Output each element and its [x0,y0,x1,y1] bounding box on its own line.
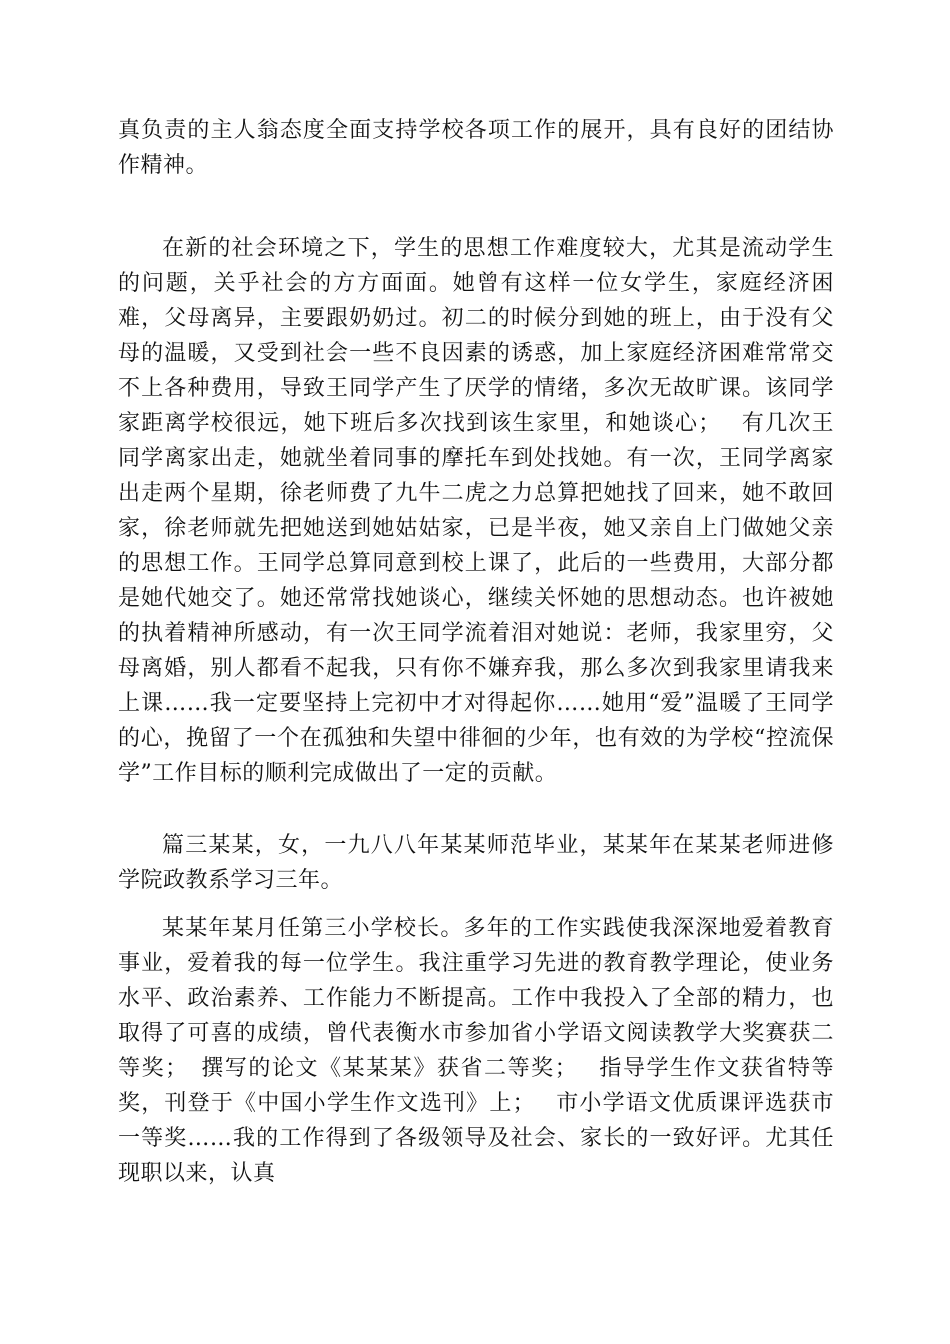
paragraph-continuation: 真负责的主人翁态度全面支持学校各项工作的展开，具有良好的团结协作精神。 [118,118,834,178]
paragraph-student-story: 在新的社会环境之下，学生的思想工作难度较大，尤其是流动学生的问题，关乎社会的方方面面。她曾有这样一位女学生，家庭经济困难，父母离异，主要跟奶奶过。初二的时候分到她的班上，由于没有父母的温暖，又受到社会一些不良因素的诱惑，加上家庭经济困难常常交不上各种费用，导致王同学产生了厌学的情绪，多次无故旷课。该同学家距离学校很远，她下班后多次找到该生家里，和她谈心； 有几次王同学离家出走，她就坐着同事的摩托车到处找她。有一次，王同学离家出走两个星期，徐老师费了九牛二虎之力总算把她找了回来，她不敢回家，徐老师就先把她送到她姑姑家，已是半夜，她又亲自上门做她父亲的思想工作。王同学总算同意到校上课了，此后的一些费用，大部分都是她代她交了。她还常常找她谈心，继续关怀她的思想动态。也许被她的执着精神所感动，有一次王同学流着泪对她说：老师，我家里穷，父母离婚，别人都看不起我，只有你不嫌弃我，那么多次到我家里请我来上课……我一定要坚持上完初中才对得起你……她用“爱”温暖了王同学的心，挽留了一个在孤独和失望中徘徊的少年，也有效的为学校“控流保学”工作目标的顺利完成做出了一定的贡献。 [118,236,834,786]
paragraph-profile-intro: 篇三某某，女，一九八八年某某师范毕业，某某年在某某老师进修学院政教系学习三年。 [118,833,834,893]
paragraph-principal-work: 某某年某月任第三小学校长。多年的工作实践使我深深地爱着教育事业，爱着我的每一位学生。我注重学习先进的教育教学理论，使业务水平、政治素养、工作能力不断提高。工作中我投入了全部的精力，也取得了可喜的成绩，曾代表衡水市参加省小学语文阅读教学大奖赛获二等奖； 撰写的论文《某某某》获省二等奖； 指导学生作文获省特等奖，刊登于《中国小学生作文选刊》上； 市小学语文优质课评选获市一等奖……我的工作得到了各级领导及社会、家长的一致好评。尤其任现职以来，认真 [118,916,834,1186]
